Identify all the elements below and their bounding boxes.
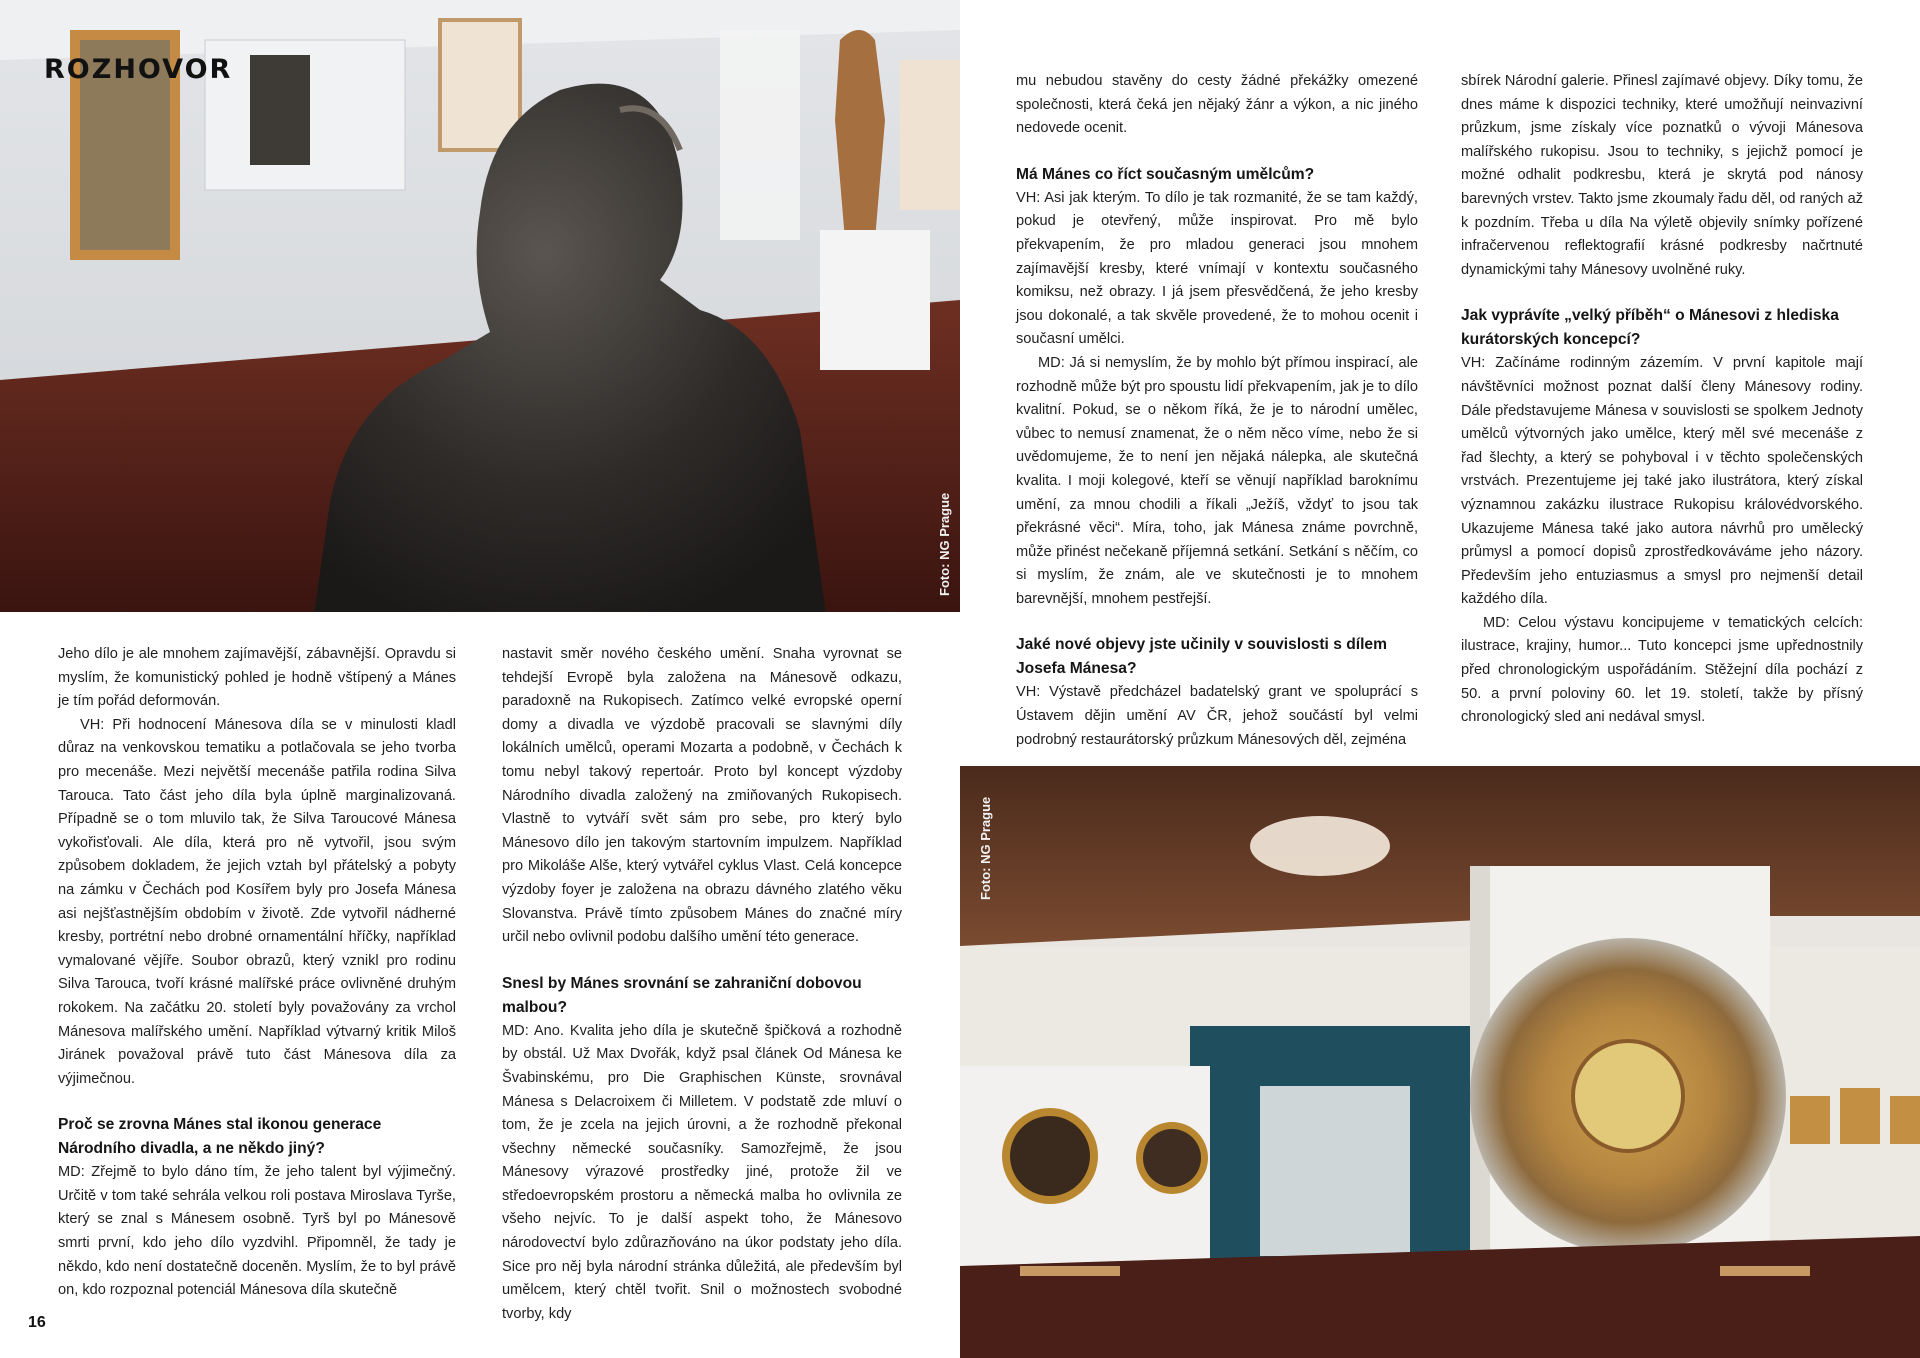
body-paragraph: VH: Asi jak kterým. To dílo je tak rozmanité, že se tam každý, pokud je otevřený, může inspirovat. Pro mě bylo překvapením, že pro mladou generaci jsou mnohem zajímavější kresby, které vnímají v kontextu současného komiksu, než obrazy. I já jsem přesvědčená, že jeho kresby jsou dokonalé, a tak skvěle provedené, že to mohou ocenit i současní umělci. — [1016, 189, 1418, 348]
text-column-1 — [58, 643, 456, 1303]
bronze-bust-photo-icon — [0, 0, 960, 612]
body-paragraph: MD: Já si nemyslím, že by mohlo být přímou inspirací, ale rozhodně může být pro spoustu lidí překvapením, jak je to dílo kvalitní. Pokud, se o někom říká, že je to národní umělec, vůbec to nemusí znamenat, že o něm něco víme, nebo že si uvědomujeme, že to není jen nějaká nálepka, ale skutečná kvalita. I moji kolegové, kteří se věnují například baroknímu umění, za mnou chodili a říkali „Ježíš, vždyť to jsou tak překrásné věci“. Míra, toho, jak Mánesa známe povrchně, může přinést nečekaně příjemná setkání. Setkání s něčím, co si myslím, že znám, ale ve skutečnosti je to mnohem barevnější, mnohem pestřejší. — [1016, 354, 1418, 607]
body-paragraph: sbírek Národní galerie. Přinesl zajímavé objevy. Díky tomu, že dnes máme k dispozici techniky, které umožňují neinvazivní průzkum, jsme získaly více poznatků o vývoji Mánesova malířského rukopisu. Jsou to techniky, s jejichž pomocí je možné odhalit podkresbu, která je skrytá pod nánosy barevných vrstev. Takto jsme zkoumaly řadu děl, od raných až k pozdním. Třeba u díla Na výletě objevily snímky pořízené infračervenou reflektografií krásné podkresby načrtnuté dynamickými tahy Mánesovy uvolněné ruky. — [1461, 73, 1863, 278]
question-heading: Proč se zrovna Mánes stal ikonou generace Národního divadla, a ne někdo jiný? — [58, 1116, 382, 1158]
photo-credit: Foto: NG Prague — [937, 492, 952, 596]
exhibition-hall-photo-icon — [960, 766, 1920, 1358]
question-heading: Snesl by Mánes srovnání se zahraniční dobovou malbou? — [502, 974, 862, 1016]
body-paragraph: MD: Celou výstavu koncipujeme v tematických celcích: ilustrace, krajiny, humor... Tuto koncepci jsme upřednostnily před chronologickým uspořádáním. Stěžejní díla pochází z 50. a první poloviny 60. let 19. století, takže by přísný chronologický sled ani nedával smysl. — [1461, 614, 1863, 726]
top-photo — [0, 0, 960, 612]
body-paragraph: MD: Ano. Kvalita jeho díla je skutečně špičková a rozhodně by obstál. Už Max Dvořák, když psal článek Od Mánesa ke Švabinskému, pro Die Graphischen Künste, srovnával Mánesa s Delacroixem či Milletem. V podstatě zde mluví o tom, že je zcela na jejich úrovni, a že rozhodně překonal všechny německé současníky. Samozřejmě, že jsou Mánesovy výrazové prostředky jiné, protože žil ve středoevropském prostoru a německá malba ho ovlivnila ze všeho nejvíc. To je další aspekt toho, že Mánesovo národovectví bylo zdůrazňováno na úkor podstaty jeho díla. Sice pro něj byla národní stránka důležitá, ale především byl umělcem, který chtěl tvořit. Snil o možnostech svobodné tvorby, kdy — [502, 1022, 902, 1322]
body-paragraph: VH: Výstavě předcházel badatelský grant ve spoluprácí s Ústavem dějin umění AV ČR, jehož součástí byl velmi podrobný restaurátorský průzkum Mánesových děl, zejména — [1016, 684, 1418, 748]
page-number: 16 — [28, 1314, 46, 1331]
text-column-2 — [502, 643, 902, 1326]
bottom-photo — [960, 766, 1920, 1358]
section-label: ROZHOVOR — [44, 54, 233, 85]
question-heading: Jak vyprávíte „velký příběh“ o Mánesovi z hlediska kurátorských koncepcí? — [1461, 307, 1839, 349]
question-heading: Jaké nové objevy jste učinily v souvislosti s dílem Josefa Mánesa? — [1016, 636, 1387, 678]
body-paragraph: mu nebudou stavěny do cesty žádné překážky omezené společnosti, která čeká jen nějaký žánr a výkon, a nic jiného nedovede ocenit. — [1016, 73, 1418, 137]
body-paragraph: VH: Při hodnocení Mánesova díla se v minulosti kladl důraz na venkovskou tematiku a potlačovala se jeho tvorba pro mecenáše. Mezi největší mecenáše patřila rodina Silva Tarouca. Tato část jeho díla byla úplně marginalizovaná. Případně se o tom mluvilo tak, že Silva Taroucové Mánesa vykořisťovali. Ale díla, která pro ně vytvořil, jsou svým způsobem dokladem, že jejich vztah byl přátelský a pobyty na zámku v Čechách pod Kosířem byly pro Josefa Mánesa asi nejšťastnějším obdobím v životě. Zde vytvořil nádherné kresby, portrétní nebo drobné ornamentální hříčky, například vymalované vějíře. Soubor obrazů, který vznikl pro rodinu Silva Tarouca, tvoří krásné malířské práce ovlivněné druhým rokokem. Na začátku 20. století byly považovány za vrchol Mánesova malířského umění. Například výtvarný kritik Miloš Jiránek považoval právě tuto část Mánesova díla za výjimečnou. — [58, 716, 456, 1087]
body-paragraph: MD: Zřejmě to bylo dáno tím, že jeho talent byl výjimečný. Určitě v tom také sehrála velkou roli postava Miroslava Tyrše, který se znal s Mánesem osobně. Tyrš byl po Mánesově smrti první, kdo jeho dílo vyzdvihl. Připomněl, že tady je někdo, kdo není dostatečně doceněn. Myslím, že to byl právě on, kdo rozpoznal potenciál Mánesova díla skutečně — [58, 1164, 456, 1299]
photo-credit: Foto: NG Prague — [978, 796, 993, 900]
body-paragraph: VH: Začínáme rodinným zázemím. V první kapitole mají návštěvníci možnost poznat další členy Mánesovy rodiny. Dále představujeme Mánesa v souvislosti se spolkem Jednoty umělců výtvorných jako umělce, který měl své mecenáše z řad šlechty, a který se pohyboval i v těchto společenských vrstvách. Prezentujeme jej také jako ilustrátora, který získal významnou zakázku ilustrace Rukopisu královédvorského. Ukazujeme Mánesa také jako autora návrhů pro umělecký průmysl a pomocí dopisů zprostředkováváme jeho názory. Především jeho entuziasmus a smysl pro nejmenší detail každého díla. — [1461, 355, 1863, 608]
question-heading: Má Mánes co říct současným umělcům? — [1016, 165, 1315, 183]
text-column-3 — [1016, 70, 1418, 752]
body-paragraph: Jeho dílo je ale mnohem zajímavější, zábavnější. Opravdu si myslím, že komunistický pohled je hodně vštípený a Mánes je tím pořád deformován. — [58, 646, 456, 710]
text-column-4 — [1461, 70, 1863, 730]
body-paragraph: nastavit směr nového českého umění. Snaha vyrovnat se tehdejší Evropě byla založena na Mánesově odkazu, paradoxně na Rukopisech. Zatímco velké evropské operní domy a divadla ve výzdobě pracovali se slavnými díly lokálních umělců, operami Mozarta a podobně, v Čechách k tomu nebyl takový repertoár. Proto byl koncept výzdoby Národního divadla založený na zmiňovaných Rukopisech. Vlastně to vytváří svět sám pro sebe, pro který bylo Mánesovo dílo jen takovým startovním impulzem. Například pro Mikoláše Alše, který vytvářel cyklus Vlast. Celá koncepce výzdoby foyer je založena na obrazu dávného zlatého věku Slovanstva. Právě tímto způsobem Mánes do značné míry určil nebo ovlivnil podobu dalšího umění této generace. — [502, 646, 902, 946]
